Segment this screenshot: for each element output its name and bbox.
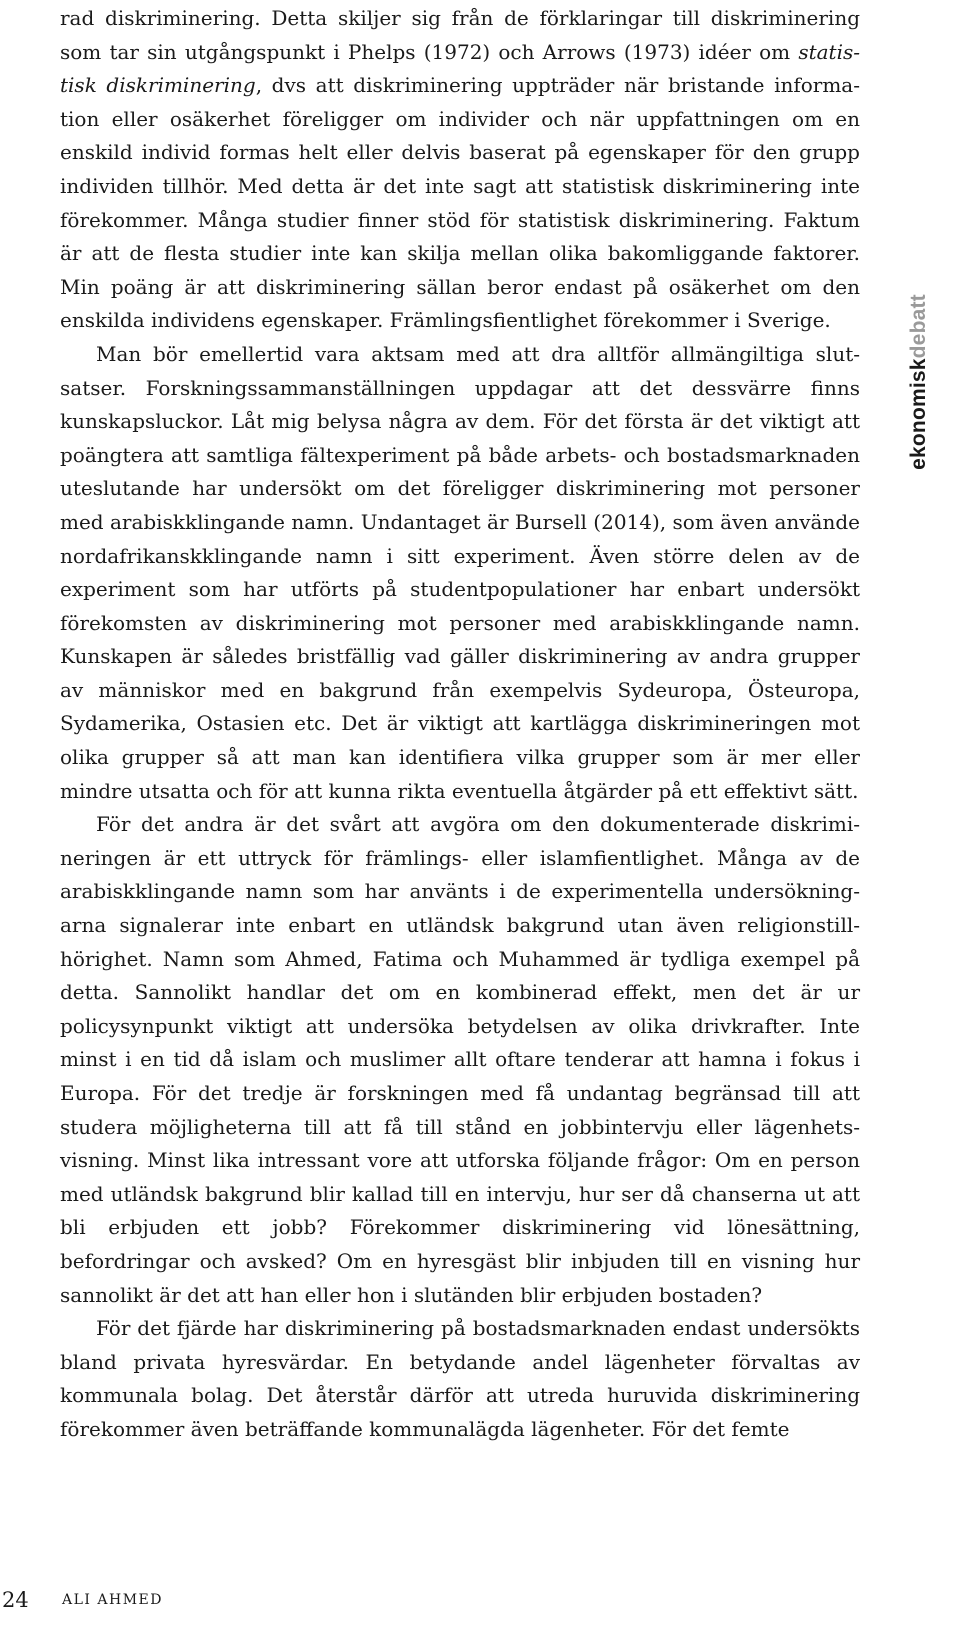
journal-side-label — [889, 257, 949, 507]
page-footer — [0, 1588, 960, 1618]
journal-logo-part-2: debatt — [907, 294, 930, 359]
running-head-author: ALI AHMED — [62, 1592, 163, 1608]
article-body — [60, 2, 860, 1447]
paragraph-4: För det fjärde har diskriminering på bostadsmarknaden endast undersökts bland privata hyresvärdar. En betydande andel lägenheter förvaltas av kommunala bolag. Det återstår därför att utreda huruvida diskriminering förekommer även beträffande kommunalägda lägenheter. För det femte — [60, 1316, 860, 1441]
paragraph-3: För det andra är det svårt att avgöra om den dokumenterade diskrimineringen är ett uttryck för främlings- eller islamfientlighet. Många av de arabiskklingande namn som har använts i de experimentella undersökningarna signalerar inte enbart en utländsk bakgrund utan även religionstillhörighet. Namn som Ahmed, Fatima och Muhammed är tydliga exempel på detta. Sannolikt handlar det om en kombinerad effekt, men det är ur policysynpunkt viktigt att undersöka betydelsen av olika drivkrafter. Inte minst i en tid då islam och muslimer allt oftare tenderar att hamna i fokus i Europa. För det tredje är forskningen med få undantag begränsad till att studera möjligheterna till att få till stånd en jobbintervju eller lägenhetsvisning. Minst lika intressant vore att utforska följande frågor: Om en person med utländsk bakgrund blir kallad till en intervju, hur ser då chanserna ut att bli erbjuden ett jobb? Förekommer diskriminering vid lönesättning, befordringar och avsked? Om en hyresgäst blir inbjuden till en visning hur sannolikt är det att han eller hon i slutänden blir erbjuden bostaden? — [60, 812, 860, 1307]
journal-logo-text — [907, 294, 931, 470]
journal-logo-part-1: ekonomisk — [907, 358, 930, 470]
paragraph-1-text-end: , dvs att diskriminering uppträder när bristande information eller osäkerhet föreligger om individer och när uppfattningen om en enskild individ formas helt eller delvis baserat på egenskaper för den grupp individen tillhör. Med detta är det inte sagt att statistisk diskriminering inte förekommer. Många studier finner stöd för statistisk diskriminering. Faktum är att de flesta studier inte kan skilja mellan olika bakomliggande faktorer. Min poäng är att diskriminering sällan beror endast på osäkerhet om den enskilda individens egenskaper. Främlingsfientlighet förekommer i Sverige. — [60, 73, 860, 333]
italic-term-statistical-discrimination: statistisk diskriminering — [60, 39, 860, 98]
paragraph-2: Man bör emellertid vara aktsam med att dra alltför allmängiltiga slutsatser. Forskningssammanställningen uppdagar att det dessvärre finns kunskapsluckor. Låt mig belysa några av dem. För det första är det viktigt att poängtera att samtliga fältexperiment på både arbets- och bostadsmarknaden uteslutande har undersökt om det föreligger diskriminering mot personer med arabiskklingande namn. Undantaget är Bursell (2014), som även använde nordafrikanskklingande namn i sitt experiment. Även större delen av de experiment som har utförts på studentpopulationer har enbart undersökt förekomsten av diskriminering mot personer med arabiskklingande namn. Kunskapen är således bristfällig vad gäller diskriminering av andra grupper av människor med en bakgrund från exempelvis Sydeuropa, Östeuropa, Sydamerika, Ostasien etc. Det är viktigt att kartlägga diskrimineringen mot olika grupper så att man kan identifiera vilka grupper som är mer eller mindre utsatta och för att kunna rikta eventuella åtgärder på ett effektivt sätt. — [60, 341, 860, 803]
paragraph-1-text-start: rad diskriminering. Detta skiljer sig från de förklaringar till diskriminering som tar sin utgångspunkt i Phelps (1972) och Arrows (1973) idéer om — [60, 6, 860, 64]
page-number: 24 — [2, 1588, 29, 1612]
paragraph-1 — [60, 2, 860, 338]
